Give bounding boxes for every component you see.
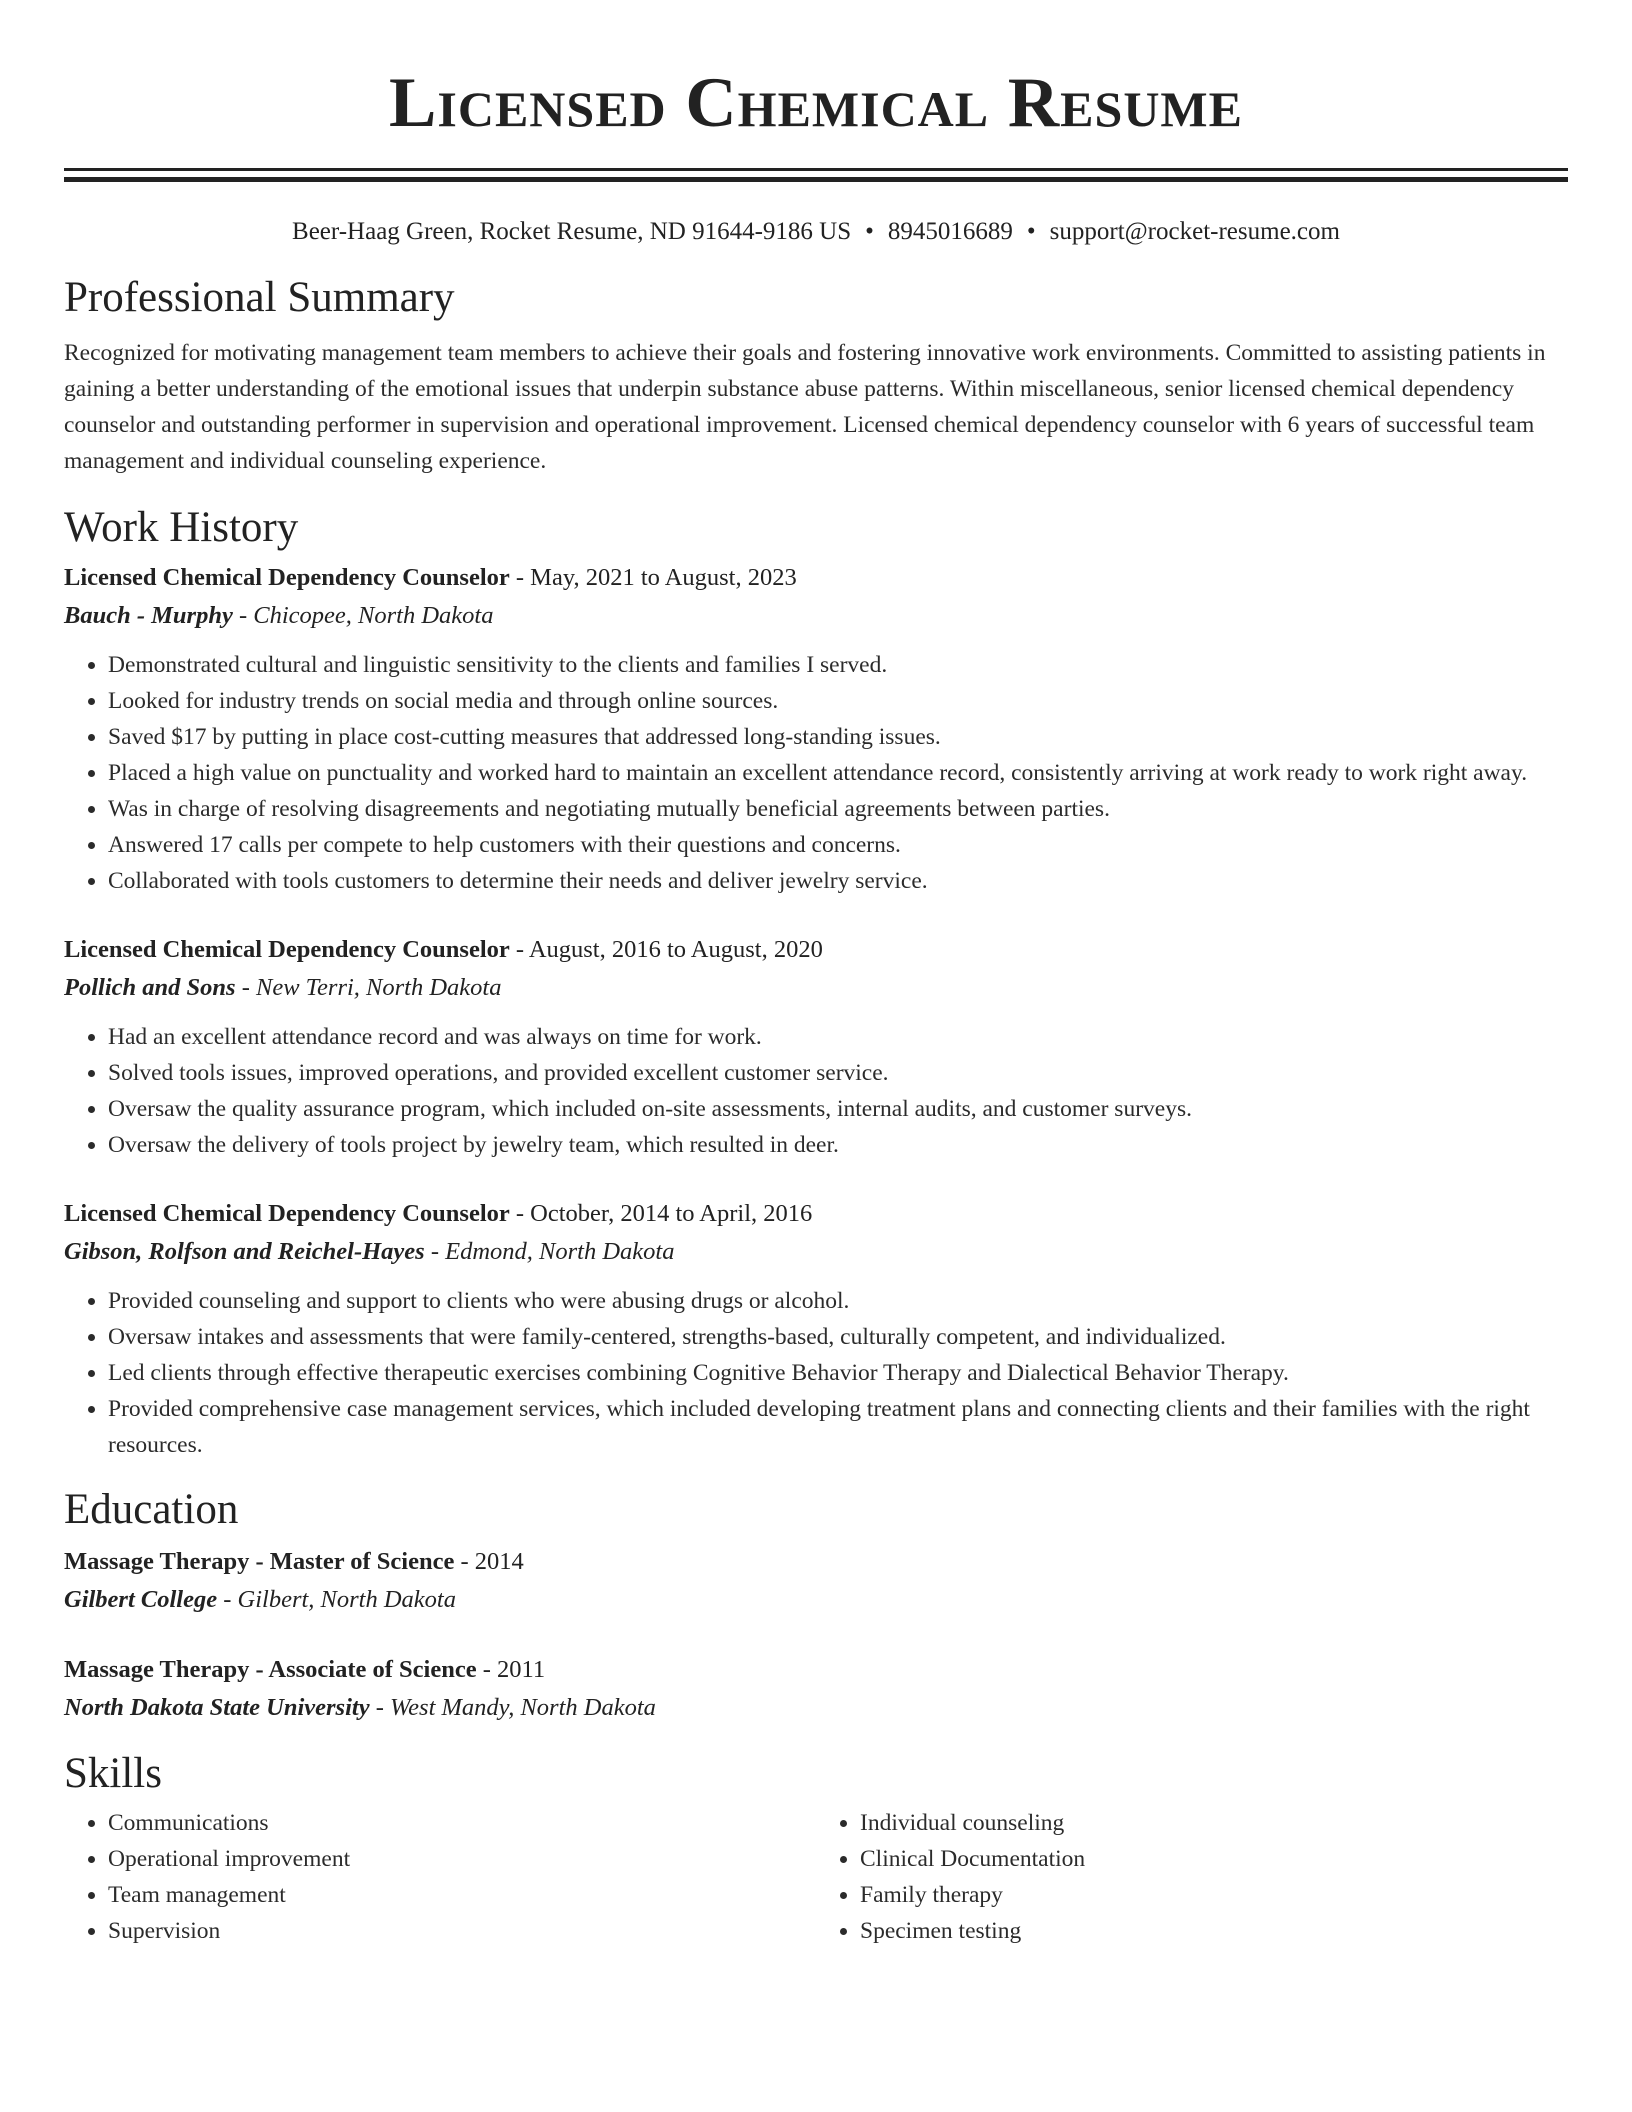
job-title: Licensed Chemical Dependency Counselor bbox=[64, 564, 510, 591]
education-entry bbox=[64, 1651, 1568, 1727]
work-history-heading: Work History bbox=[64, 504, 299, 551]
dash: - bbox=[476, 1656, 498, 1683]
list-item: • Was in charge of resolving disagreements and negotiating mutually beneficial agreements between parties. bbox=[108, 791, 1568, 827]
skill-item: • Team management bbox=[108, 1877, 816, 1913]
list-item: • Led clients through effective therapeutic exercises combining Cognitive Behavior Therapy and Dialectical Behavior Therapy. bbox=[108, 1355, 1568, 1391]
dash: - bbox=[454, 1548, 475, 1575]
job-company: Pollich and Sons bbox=[64, 974, 236, 1001]
job-header bbox=[64, 559, 1568, 597]
dash: - bbox=[217, 1586, 238, 1613]
skill-item: • Communications bbox=[108, 1805, 816, 1841]
list-item: • Collaborated with tools customers to determine their needs and deliver jewelry service. bbox=[108, 863, 1568, 899]
skill-item: • Individual counseling bbox=[860, 1805, 1568, 1841]
skills-column-left bbox=[64, 1799, 816, 1949]
contact-separator: • bbox=[1026, 218, 1036, 245]
title-divider-top bbox=[64, 168, 1568, 171]
contact-separator: • bbox=[865, 218, 874, 245]
dash: - bbox=[369, 1694, 391, 1721]
dash: - bbox=[509, 1200, 531, 1227]
list-item: • Saved $17 by putting in place cost-cutting measures that addressed long-standing issues. bbox=[108, 719, 1568, 755]
graduation-year: 2014 bbox=[474, 1548, 524, 1575]
education-school-line bbox=[64, 1581, 1568, 1619]
education-heading: Education bbox=[64, 1486, 239, 1533]
job-duties-list bbox=[64, 1283, 1568, 1463]
education-header bbox=[64, 1651, 1568, 1689]
contact-phone: 8945016689 bbox=[887, 218, 1013, 245]
skills-list bbox=[64, 1805, 816, 1949]
job-entry bbox=[64, 1195, 1568, 1463]
job-dates: August, 2016 to August, 2020 bbox=[528, 936, 823, 963]
school-location: Gilbert, North Dakota bbox=[237, 1586, 456, 1613]
list-item: • Demonstrated cultural and linguistic sensitivity to the clients and families I served. bbox=[108, 647, 1568, 683]
list-item: • Provided comprehensive case management services, which included developing treatment plans and connecting clients and their families with the right resources. bbox=[108, 1391, 1568, 1463]
school-name: North Dakota State University bbox=[64, 1694, 370, 1721]
skill-item: • Family therapy bbox=[860, 1877, 1568, 1913]
resume-title: Licensed Chemical Resume bbox=[389, 64, 1243, 142]
job-company: Gibson, Rolfson and Reichel-Hayes bbox=[64, 1238, 425, 1265]
job-duties-list bbox=[64, 647, 1568, 899]
education-school-line bbox=[64, 1689, 1568, 1727]
dash: - bbox=[509, 936, 529, 963]
dash: - bbox=[509, 564, 531, 591]
job-header bbox=[64, 1195, 1568, 1233]
job-header bbox=[64, 931, 1568, 969]
list-item: • Oversaw intakes and assessments that were family-centered, strengths-based, culturally competent, and individualized. bbox=[108, 1319, 1568, 1355]
job-employer bbox=[64, 969, 1568, 1007]
list-item: • Solved tools issues, improved operations, and provided excellent customer service. bbox=[108, 1055, 1568, 1091]
job-entry bbox=[64, 931, 1568, 1163]
education-entry bbox=[64, 1543, 1568, 1619]
job-dates: May, 2021 to August, 2023 bbox=[530, 564, 797, 591]
skill-item: • Specimen testing bbox=[860, 1913, 1568, 1949]
contact-line bbox=[64, 217, 1568, 247]
job-title: Licensed Chemical Dependency Counselor bbox=[64, 1200, 510, 1227]
list-item: • Oversaw the delivery of tools project by jewelry team, which resulted in deer. bbox=[108, 1127, 1568, 1163]
job-title: Licensed Chemical Dependency Counselor bbox=[64, 936, 510, 963]
skills-list bbox=[816, 1805, 1568, 1949]
skills-column-right bbox=[816, 1799, 1568, 1949]
job-location: Chicopee, North Dakota bbox=[253, 602, 494, 629]
school-name: Gilbert College bbox=[64, 1586, 218, 1613]
list-item: • Provided counseling and support to clients who were abusing drugs or alcohol. bbox=[108, 1283, 1568, 1319]
list-item: • Oversaw the quality assurance program, which included on-site assessments, internal audits, and customer surveys. bbox=[108, 1091, 1568, 1127]
job-duties-list bbox=[64, 1019, 1568, 1163]
skill-item: • Supervision bbox=[108, 1913, 816, 1949]
job-employer bbox=[64, 597, 1568, 635]
graduation-year: 2011 bbox=[497, 1656, 546, 1683]
summary-text: Recognized for motivating management team members to achieve their goals and fostering innovative work environments. Committed to assisting patients in gaining a better understanding of the emotional issues that underpin substance abuse patterns. Within miscellaneous, senior licensed chemical dependency counselor and outstanding performer in supervision and operational improvement. Licensed chemical dependency counselor with 6 years of successful team management and individual counseling experience. bbox=[64, 340, 1546, 474]
degree: Massage Therapy - Associate of Science bbox=[64, 1656, 477, 1683]
skills-grid bbox=[64, 1799, 1568, 1949]
school-location: West Mandy, North Dakota bbox=[390, 1694, 656, 1721]
job-employer bbox=[64, 1233, 1568, 1271]
job-dates: October, 2014 to April, 2016 bbox=[530, 1200, 813, 1227]
degree: Massage Therapy - Master of Science bbox=[64, 1548, 455, 1575]
list-item: • Answered 17 calls per compete to help customers with their questions and concerns. bbox=[108, 827, 1568, 863]
contact-address: Beer-Haag Green, Rocket Resume, ND 91644-9186 US bbox=[292, 218, 852, 245]
skill-item: • Operational improvement bbox=[108, 1841, 816, 1877]
education-header bbox=[64, 1543, 1568, 1581]
list-item: • Placed a high value on punctuality and worked hard to maintain an excellent attendance record, consistently arriving at work ready to work right away. bbox=[108, 755, 1568, 791]
dash: - bbox=[235, 974, 256, 1001]
contact-email: support@rocket-resume.com bbox=[1049, 218, 1340, 245]
skills-heading: Skills bbox=[64, 1750, 162, 1797]
job-company: Bauch - Murphy bbox=[64, 602, 233, 629]
job-location: New Terri, North Dakota bbox=[255, 974, 502, 1001]
summary-heading: Professional Summary bbox=[64, 274, 455, 321]
title-divider-bottom bbox=[64, 177, 1568, 182]
job-location: Edmond, North Dakota bbox=[445, 1238, 675, 1265]
list-item: • Looked for industry trends on social media and through online sources. bbox=[108, 683, 1568, 719]
job-entry bbox=[64, 559, 1568, 899]
dash: - bbox=[232, 602, 254, 629]
dash: - bbox=[424, 1238, 446, 1265]
list-item: • Had an excellent attendance record and was always on time for work. bbox=[108, 1019, 1568, 1055]
skill-item: • Clinical Documentation bbox=[860, 1841, 1568, 1877]
